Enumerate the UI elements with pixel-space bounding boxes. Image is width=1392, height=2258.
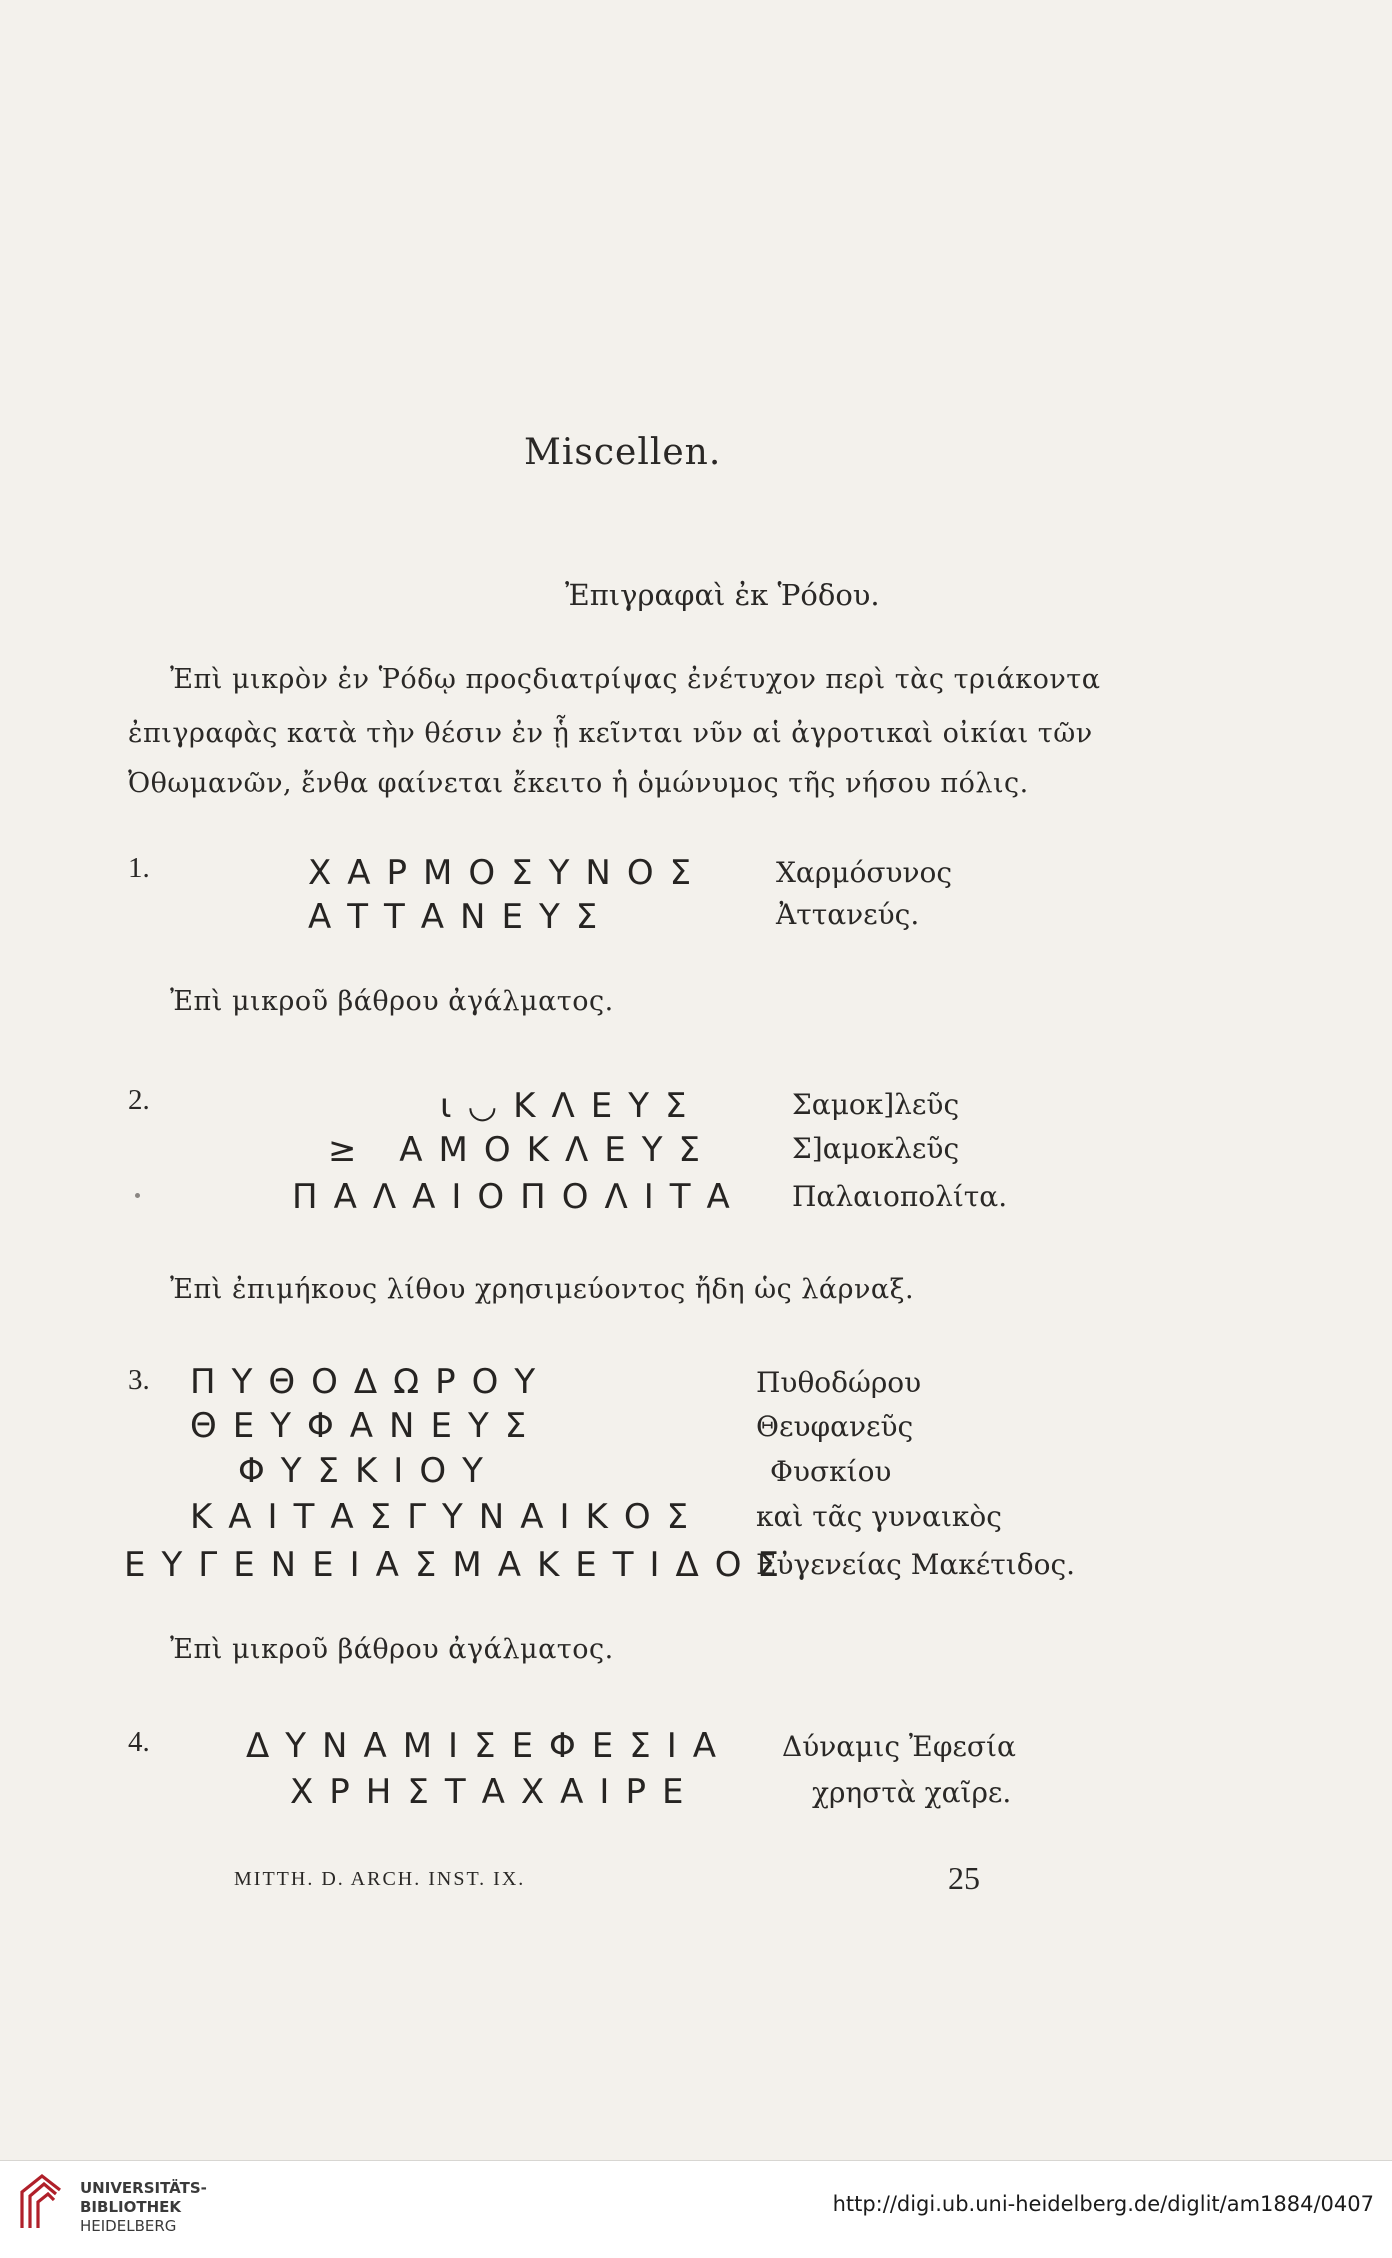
transcription-line: χρηστὰ χαῖρε. — [812, 1776, 1012, 1809]
inscription-note: Ἐπὶ μικροῦ βάθρου ἀγάλματος. — [170, 1634, 614, 1665]
inscription-number: 4. — [128, 1726, 150, 1758]
page-title: Miscellen. — [524, 432, 722, 473]
transcription-line: Χαρμόσυνος — [776, 856, 953, 889]
inscription-note: Ἐπὶ μικροῦ βάθρου ἀγάλματος. — [170, 986, 614, 1017]
transcription-line: Δύναμις Ἐφεσία — [782, 1730, 1016, 1763]
speck-mark — [135, 1193, 140, 1198]
inscription-line: ΚΑΙΤΑΣΓΥΝΑΙΚΟΣ — [190, 1497, 705, 1537]
page-number: 25 — [948, 1860, 980, 1896]
inscription-line: ≥ ΑΜΟΚΛΕΥΣ — [328, 1130, 716, 1170]
inscription-note: Ἐπὶ ἐπιμήκους λίθου χρησιμεύοντος ἤδη ὡς λάρναξ. — [170, 1274, 915, 1305]
inscription-line: ΔΥΝΑΜΙΣΕΦΕΣΙΑ — [246, 1726, 733, 1766]
library-logo-icon[interactable] — [16, 2170, 66, 2232]
inscription-number: 2. — [128, 1084, 150, 1116]
page-subtitle: Ἐπιγραφαὶ ἐκ Ῥόδου. — [565, 578, 880, 612]
logo-line: HEIDELBERG — [80, 2217, 177, 2235]
inscription-number: 3. — [128, 1364, 150, 1396]
inscription-line: ΠΥΘΟΔΩΡΟΥ — [190, 1362, 552, 1402]
transcription-line: Θευφανεῦς — [756, 1410, 914, 1443]
inscription-line: ΕΥΓΕΝΕΙΑΣΜΑΚΕΤΙΔΟΣ — [124, 1545, 796, 1585]
transcription-line: Εὐγενείας Μακέτιδος. — [756, 1548, 1076, 1581]
transcription-line: Ἀττανεύς. — [776, 898, 920, 931]
intro-line: ἐπιγραφὰς κατὰ τὴν θέσιν ἐν ᾗ κεῖνται νῦν αἱ ἀγροτικαὶ οἰκίαι τῶν — [128, 718, 1093, 749]
logo-line: UNIVERSITÄTS- — [80, 2179, 207, 2197]
transcription-line: Παλαιοπολίτα. — [792, 1180, 1008, 1213]
inscription-line: ΦΥΣΚΙΟΥ — [238, 1451, 499, 1491]
inscription-line: ΑΤΤΑΝΕΥΣ — [308, 897, 614, 937]
inscription-number: 1. — [128, 852, 150, 884]
inscription-line: ΠΑΛΑΙΟΠΟΛΙΤΑ — [292, 1177, 746, 1217]
intro-line: Ὀθωμανῶν, ἔνθα φαίνεται ἔκειτο ἡ ὁμώνυμος τῆς νήσου πόλις. — [128, 768, 1029, 799]
logo-line: BIBLIOTHEK — [80, 2198, 181, 2216]
intro-line: Ἐπὶ μικρὸν ἐν Ῥόδῳ προςδιατρίψας ἐνέτυχον περὶ τὰς τριάκοντα — [170, 664, 1101, 695]
journal-footer: MITTH. D. ARCH. INST. IX. — [234, 1868, 526, 1890]
permalink-url[interactable]: http://digi.ub.uni-heidelberg.de/diglit/am1884/0407 — [832, 2192, 1374, 2216]
transcription-line: Σαμοκ]λεῦς — [792, 1088, 960, 1121]
transcription-line: καὶ τᾶς γυναικὸς — [756, 1500, 1002, 1533]
inscription-line: ΧΑΡΜΟΣΥΝΟΣ — [308, 853, 708, 893]
inscription-line: ι◡ΚΛΕΥΣ — [440, 1086, 703, 1126]
transcription-line: Σ]αμοκλεῦς — [792, 1132, 960, 1165]
inscription-line: ΘΕΥΦΑΝΕΥΣ — [190, 1406, 543, 1446]
library-logo-text — [80, 2179, 207, 2236]
transcription-line: Φυσκίου — [770, 1455, 892, 1488]
transcription-line: Πυθοδώρου — [756, 1366, 922, 1399]
inscription-line: ΧΡΗΣΤΑΧΑΙΡΕ — [290, 1772, 700, 1812]
